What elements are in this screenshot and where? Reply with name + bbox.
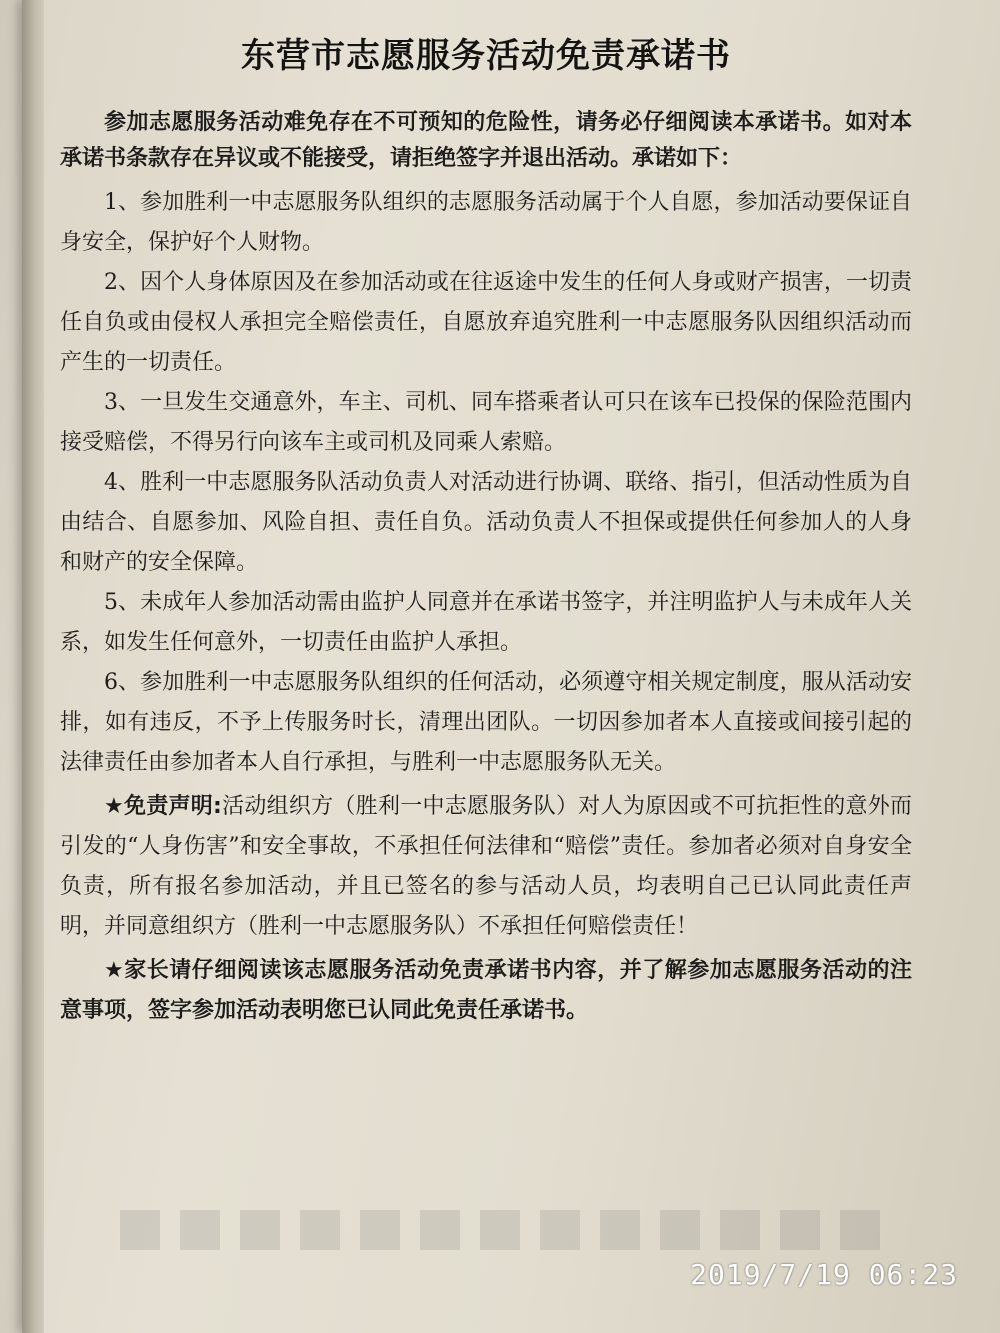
clause-1: 1、参加胜利一中志愿服务队组织的志愿服务活动属于个人自愿，参加活动要保证自身安全，保护好个人财物。 xyxy=(60,190,912,255)
clause-5: 5、未成年人参加活动需由监护人同意并在承诺书签字，并注明监护人与未成年人关系，如发生任何意外，一切责任由监护人承担。 xyxy=(60,590,912,655)
disclaimer-body: 活动组织方（胜利一中志愿服务队）对人为原因或不可抗拒性的意外而引发的“人身伤害”和安全事故，不承担任何法律和“赔偿”责任。参加者必须对自身安全负责，所有报名参加活动，并且已签名的参与活动人员，均表明自己已认同此责任声明，并同意组织方（胜利一中志愿服务队）不承担任何赔偿责任！ xyxy=(60,794,912,939)
document-body xyxy=(60,18,912,1031)
bleed-through-text xyxy=(120,1210,880,1250)
clause-4: 4、胜利一中志愿服务队活动负责人对活动进行协调、联络、指引，但活动性质为自由结合、自愿参加、风险自担、责任自负。活动负责人不担保或提供任何参加人的人身和财产的安全保障。 xyxy=(60,470,912,575)
disclaimer-paragraph xyxy=(60,787,912,947)
clause-2: 2、因个人身体原因及在参加活动或在往返途中发生的任何人身或财产损害，一切责任自负或由侵权人承担完全赔偿责任，自愿放弃追究胜利一中志愿服务队因组织活动而产生的一切责任。 xyxy=(60,270,912,375)
parent-notice: ★家长请仔细阅读该志愿服务活动免责承诺书内容，并了解参加志愿服务活动的注意事项，签字参加活动表明您已认同此免责任承诺书。 xyxy=(60,958,912,1023)
disclaimer-lead: ★免责声明: xyxy=(104,794,222,819)
intro-paragraph: 参加志愿服务活动难免存在不可预知的危险性，请务必仔细阅读本承诺书。如对本承诺书条款存在异议或不能接受，请拒绝签字并退出活动。承诺如下： xyxy=(60,110,912,171)
document-title: 东营市志愿服务活动免责承诺书 xyxy=(241,36,731,76)
photo-timestamp: 2019/7/19 06:23 xyxy=(690,1258,958,1291)
clause-6: 6、参加胜利一中志愿服务队组织的任何活动，必须遵守相关规定制度，服从活动安排，如有违反，不予上传服务时长，清理出团队。一切因参加者本人直接或间接引起的法律责任由参加者本人自行承担，与胜利一中志愿服务队无关。 xyxy=(60,670,912,775)
paper-edge xyxy=(22,0,44,1333)
clause-3: 3、一旦发生交通意外，车主、司机、同车搭乘者认可只在该车已投保的保险范围内接受赔偿，不得另行向该车主或司机及同乘人索赔。 xyxy=(60,390,912,455)
